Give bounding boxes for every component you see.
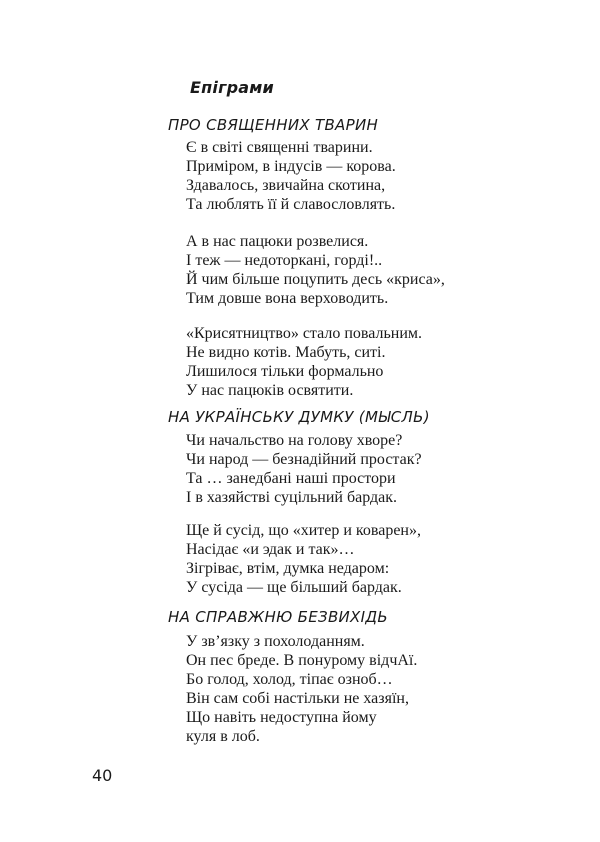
poem-line: Ще й сусід, що «хитер и коварен», <box>186 522 421 539</box>
poem-line: А в нас пацюки розвелися. <box>186 233 369 250</box>
poem-line: Зігріває, втім, думка недаром: <box>186 560 390 577</box>
poem-title: НА СПРАВЖНЮ БЕЗВИХІДЬ <box>168 608 388 626</box>
poem-line: У нас пацюків освятити. <box>186 382 354 399</box>
poem-line: Й чим більше поцупить десь «криса», <box>186 271 445 288</box>
poem-line: Та … занедбані наші простори <box>186 470 396 487</box>
poem-line: Приміром, в індусів — корова. <box>186 158 396 175</box>
page-number: 40 <box>92 766 113 785</box>
poem-line: Он пес бреде. В понурому відчАї. <box>186 652 418 669</box>
poem-line: І теж — недоторкані, горді!.. <box>186 252 383 269</box>
poem-title: ПРО СВЯЩЕННИХ ТВАРИН <box>168 116 379 134</box>
poem-line: куля в лоб. <box>186 728 260 745</box>
poem-line: Він сам собі настільки не хазяїн, <box>186 690 409 707</box>
poem-line: У зв’язку з похолоданням. <box>186 633 365 650</box>
poem-title: НА УКРАЇНСЬКУ ДУМКУ (МЫСЛЬ) <box>168 408 430 426</box>
poem-line: У сусіда — ще більший бардак. <box>186 579 402 596</box>
poem-line: Насідає «и эдак и так»… <box>186 541 355 558</box>
poem-line: Лишилося тільки формально <box>186 363 384 380</box>
poem-line: Не видно котів. Мабуть, ситі. <box>186 344 386 361</box>
poem-line: «Крисятництво» стало повальним. <box>186 325 423 342</box>
section-title: Епіграми <box>190 78 274 97</box>
poem-line: Є в світі священні тварини. <box>186 139 373 156</box>
poem-line: Та люблять її й славословлять. <box>186 196 396 213</box>
poem-line: Бо голод, холод, тіпає озноб… <box>186 671 393 688</box>
poem-line: Тим довше вона верховодить. <box>186 290 389 307</box>
poem-line: Здавалось, звичайна скотина, <box>186 177 386 194</box>
poem-line: Чи народ — безнадійний простак? <box>186 451 422 468</box>
poem-line: І в хазяйстві суцільний бардак. <box>186 489 398 506</box>
poem-line: Що навіть недоступна йому <box>186 709 377 726</box>
poem-line: Чи начальство на голову хворе? <box>186 432 403 449</box>
